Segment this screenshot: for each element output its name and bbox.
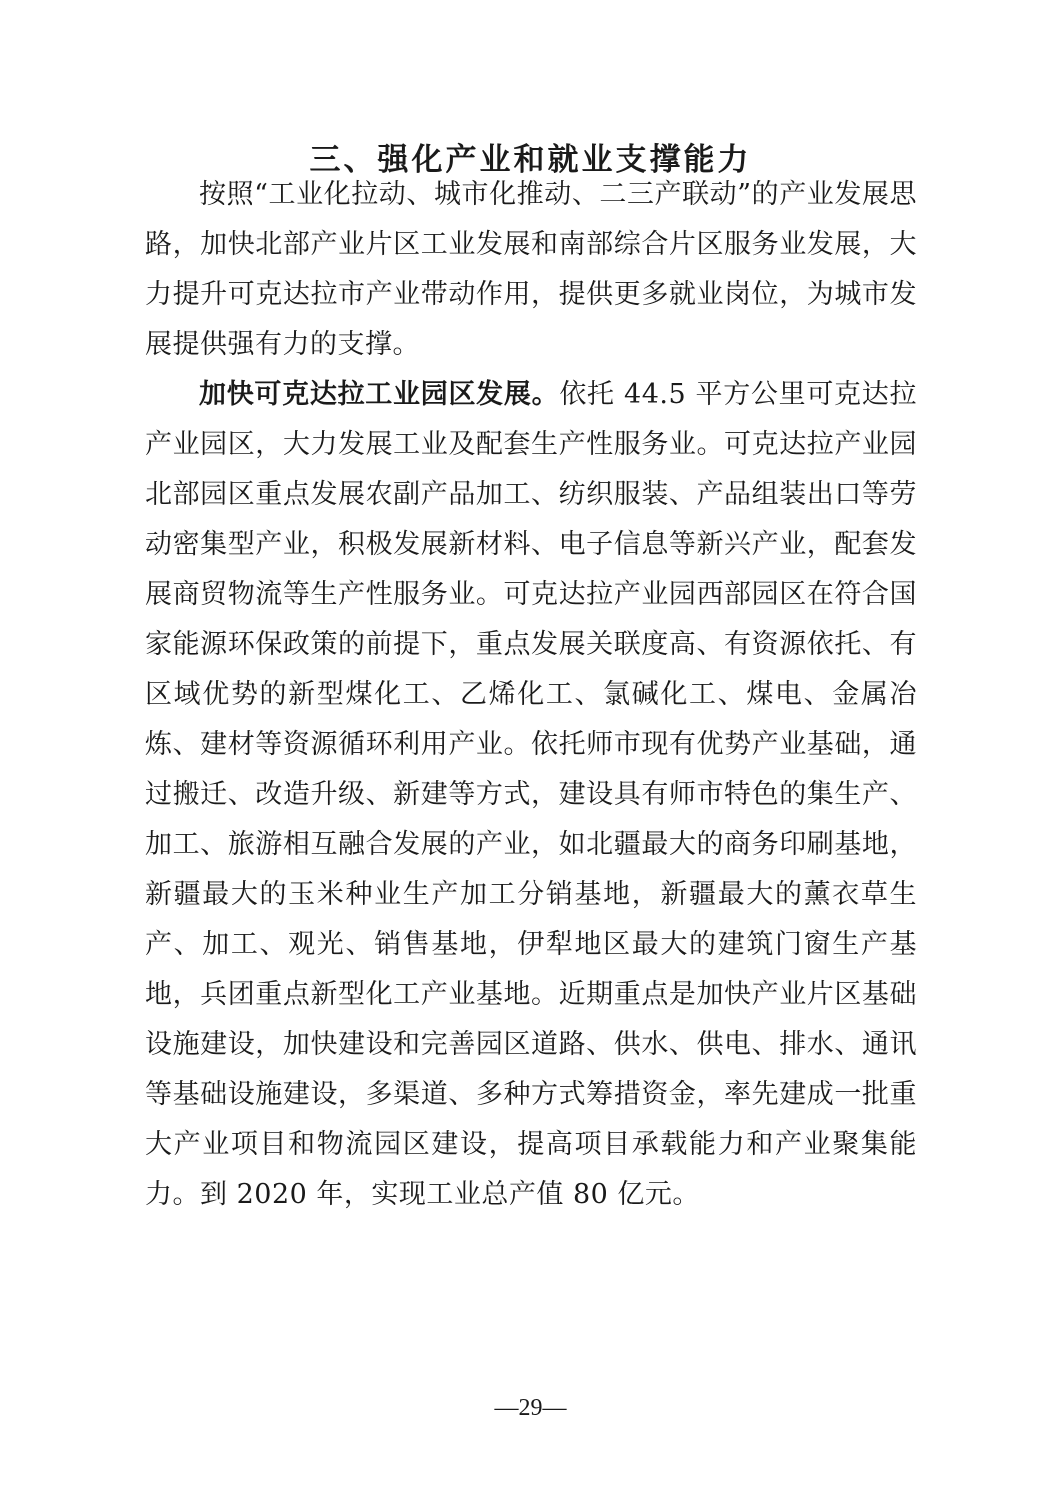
paragraph-1: 按照“工业化拉动、城市化推动、二三产联动”的产业发展思路，加快北部产业片区工业发展和南部综合片区服务业发展，大力提升可克达拉市产业带动作用，提供更多就业岗位，为城市发展提供强有力的支撑。 bbox=[145, 179, 917, 360]
paragraph-2-body: 依托 44.5 平方公里可克达拉产业园区，大力发展工业及配套生产性服务业。可克达拉产业园北部园区重点发展农副产品加工、纺织服装、产品组装出口等劳动密集型产业，积极发展新材料、电子信息等新兴产业，配套发展商贸物流等生产性服务业。可克达拉产业园西部园区在符合国家能源环保政策的前提下，重点发展关联度高、有资源依托、有区域优势的新型煤化工、乙烯化工、氯碱化工、煤电、金属冶炼、建材等资源循环利用产业。依托师市现有优势产业基础，通过搬迁、改造升级、新建等方式，建设具有师市特色的集生产、加工、旅游相互融合发展的产业，如北疆最大的商务印刷基地，新疆最大的玉米种业生产加工分销基地，新疆最大的薰衣草生产、加工、观光、销售基地，伊犁地区最大的建筑门窗生产基地，兵团重点新型化工产业基地。近期重点是加快产业片区基础设施建设，加快建设和完善园区道路、供水、供电、排水、通讯等基础设施建设，多渠道、多种方式筹措资金，率先建成一批重大产业项目和物流园区建设，提高项目承载能力和产业聚集能力。到 2020 年，实现工业总产值 80 亿元。 bbox=[145, 379, 917, 1210]
paragraph-2 bbox=[145, 370, 917, 1220]
paragraph-2-lead: 加快可克达拉工业园区发展。 bbox=[199, 379, 560, 410]
page-number: —29— bbox=[494, 1395, 567, 1421]
section-heading: 三、强化产业和就业支撑能力 bbox=[309, 141, 752, 178]
